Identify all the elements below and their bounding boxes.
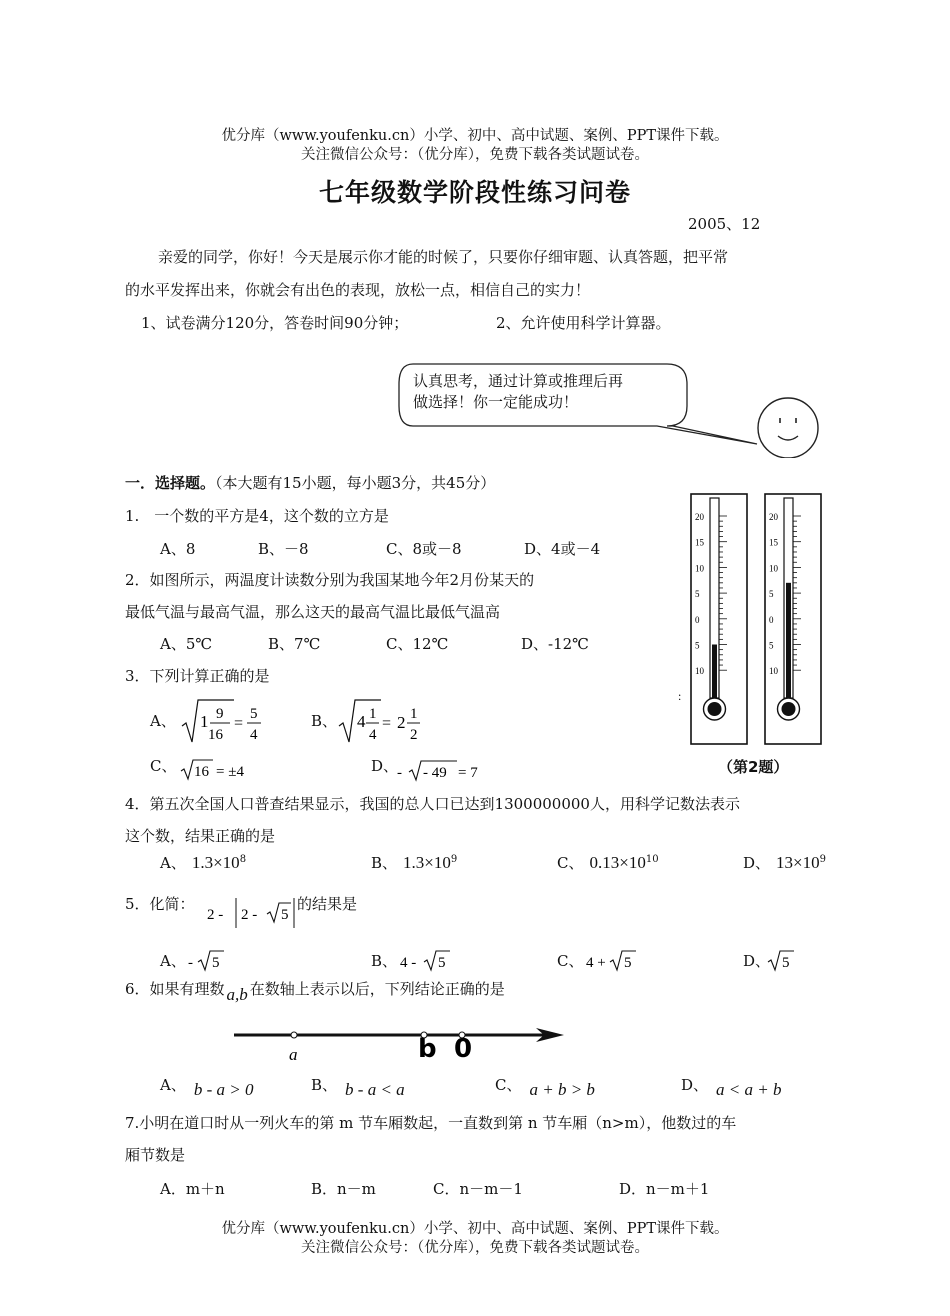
q3-d-res: = 7 xyxy=(458,765,478,781)
thermometer-low-tick-label: 10 xyxy=(695,563,704,574)
bubble-line-1: 认真思考，通过计算或推理后再 xyxy=(413,372,624,390)
section-1-header xyxy=(125,472,495,493)
thermometer-high-tick-label: 0 xyxy=(769,614,774,625)
q2-option-a[interactable]: A、5℃ xyxy=(160,635,213,653)
q6-option-b[interactable] xyxy=(311,1074,405,1099)
thermometer-low-tick-label: 5 xyxy=(695,589,700,600)
point-a-label: a xyxy=(289,1045,298,1064)
q4-option-d[interactable] xyxy=(743,852,826,873)
q3-b-rwhole: 2 xyxy=(397,713,406,732)
footer-line-1: 优分库（www.youfenku.cn）小学、初中、高中试题、案例、PPT课件下载。 xyxy=(221,1221,729,1237)
q3-a-num: 9 xyxy=(216,706,224,722)
q5-c-math xyxy=(584,947,644,973)
q3-option-b[interactable] xyxy=(311,710,337,731)
thermometer-high-tick-label: 10 xyxy=(769,563,778,574)
q3-b-rnum: 1 xyxy=(410,706,418,722)
header-line-2: 关注微信公众号：（优分库），免费下载各类试题试卷。 xyxy=(301,147,649,163)
q4-c-exp: 10 xyxy=(645,854,659,865)
q3-d-rad: - 49 xyxy=(423,765,447,781)
q3-c-rad: 16 xyxy=(194,764,209,780)
q3-d-pre: - xyxy=(397,765,402,781)
q2-option-d[interactable]: D、-12℃ xyxy=(521,635,589,653)
q4-b-exp: 9 xyxy=(450,854,458,865)
q5-d-rad: 5 xyxy=(782,955,790,971)
section-1-label: 一．选择题。 xyxy=(125,474,216,492)
q3-option-d[interactable] xyxy=(371,755,398,776)
figure-caption: （第2题） xyxy=(718,758,789,776)
page-title: 七年级数学阶段性练习问卷 xyxy=(318,178,631,207)
q6-stem-pre: 6．如果有理数 xyxy=(125,980,225,998)
q7-option-d[interactable]: D．n－m＋1 xyxy=(619,1180,710,1198)
q4-stem-line-2: 这个数，结果正确的是 xyxy=(125,827,276,845)
q7-option-c[interactable]: C．n－m－1 xyxy=(433,1180,523,1198)
thermometer-high xyxy=(765,494,821,744)
q3-a-math xyxy=(178,694,278,748)
q1-option-c[interactable]: C、8或－8 xyxy=(386,540,462,558)
q2-stem-line-1: 2．如图所示，两温度计读数分别为我国某地今年2月份某天的 xyxy=(125,571,535,589)
q1-option-b[interactable]: B、－8 xyxy=(258,540,309,558)
intro-line-2: 的水平发挥出来，你就会有出色的表现，放松一点，相信自己的实力！ xyxy=(125,281,591,299)
q6-c-label: C、 xyxy=(495,1076,522,1094)
thermometer-figure xyxy=(676,490,836,750)
q5-c-rad: 5 xyxy=(624,955,632,971)
section-1-note: （本大题有15小题，每小题3分，共45分） xyxy=(215,474,496,492)
svg-text::: : xyxy=(678,689,682,703)
number-line xyxy=(228,1018,573,1068)
q5-d-label: D、 xyxy=(743,952,771,970)
q5-b-math xyxy=(398,947,458,973)
q3-b-den: 4 xyxy=(369,727,377,743)
thermometer-low-tick-label: 20 xyxy=(695,512,704,522)
q6-a-expr: b - a > 0 xyxy=(193,1080,254,1099)
q4-d-label: D、 xyxy=(743,854,771,872)
q6-option-c[interactable] xyxy=(495,1074,595,1099)
q5-expr-rad: 5 xyxy=(281,907,289,923)
svg-text:=: = xyxy=(234,715,244,732)
bubble-line-2: 做选择！你一定能成功！ xyxy=(413,393,579,411)
q6-d-label: D、 xyxy=(681,1076,709,1094)
q4-option-c[interactable] xyxy=(557,852,659,873)
q5-c-label: C、 xyxy=(557,952,584,970)
q3-a-whole: 1 xyxy=(200,712,209,731)
thermometer-high-tick-label: 5 xyxy=(769,589,774,600)
q7-option-b[interactable]: B．n－m xyxy=(311,1180,376,1198)
q1-stem: 1. 一个数的平方是4，这个数的立方是 xyxy=(125,507,389,525)
q4-c-label: C、 xyxy=(557,854,584,872)
q4-a-exp: 8 xyxy=(239,854,247,865)
q3-a-label: A、 xyxy=(150,712,176,730)
q3-option-a[interactable] xyxy=(150,710,176,731)
header-line-1: 优分库（www.youfenku.cn）小学、初中、高中试题、案例、PPT课件下载。 xyxy=(221,128,729,144)
q3-d-label: D、 xyxy=(371,757,399,775)
q3-a-rden: 4 xyxy=(250,727,258,743)
q5-a-rad: 5 xyxy=(212,955,220,971)
q5-d-math xyxy=(766,947,802,973)
q6-stem xyxy=(125,978,505,1004)
thermometer-low-tick-label: 15 xyxy=(695,537,704,548)
q2-option-c[interactable]: C、12℃ xyxy=(386,635,449,653)
q5-a-pre: - xyxy=(188,955,193,971)
q4-a-label: A、 xyxy=(160,854,186,872)
q3-a-rnum: 5 xyxy=(250,706,258,722)
q3-b-math xyxy=(335,694,435,748)
svg-text:=: = xyxy=(382,715,392,732)
q1-option-d[interactable]: D、4或－4 xyxy=(524,540,601,558)
q5-a-math xyxy=(186,947,236,973)
q3-a-den: 16 xyxy=(208,727,223,743)
thermometer-high-tick-label: 15 xyxy=(769,537,778,548)
q3-option-c[interactable] xyxy=(150,755,176,776)
q6-b-expr: b - a < a xyxy=(345,1080,405,1099)
footer-line-2: 关注微信公众号：（优分库），免费下载各类试题试卷。 xyxy=(301,1240,649,1256)
q2-option-b[interactable]: B、7℃ xyxy=(268,635,321,653)
q5-expression xyxy=(205,894,297,932)
q6-a-label: A、 xyxy=(160,1076,186,1094)
q4-d-base: 13×10 xyxy=(776,853,820,872)
q1-option-a[interactable]: A、8 xyxy=(160,540,196,558)
q5-expr-inner: 2 - xyxy=(241,907,258,923)
q3-c-math xyxy=(178,756,278,782)
q4-stem-line-1: 4．第五次全国人口普查结果显示，我国的总人口已达到1300000000人，用科学记数法表示 xyxy=(125,795,740,813)
thermometer-low xyxy=(691,494,747,744)
q6-option-a[interactable] xyxy=(160,1074,254,1099)
point-zero-label: 0 xyxy=(454,1034,473,1064)
thermometer-high-mercury xyxy=(786,583,791,708)
q6-c-expr: a + b > b xyxy=(529,1080,595,1099)
q5-b-rad: 5 xyxy=(438,955,446,971)
q4-option-b[interactable] xyxy=(371,852,457,873)
q3-b-label: B、 xyxy=(311,712,338,730)
q4-d-exp: 9 xyxy=(819,854,826,865)
thermometer-low-tick-label: 10 xyxy=(695,666,704,677)
rule-1: 1、试卷满分120分，答卷时间90分钟； xyxy=(141,314,409,332)
q3-c-label: C、 xyxy=(150,757,177,775)
q6-option-d[interactable] xyxy=(681,1074,782,1099)
q4-b-base: 1.3×10 xyxy=(403,853,451,872)
q5-option-a[interactable] xyxy=(160,950,186,971)
q4-b-label: B、 xyxy=(371,854,398,872)
q7-stem-line-2: 厢节数是 xyxy=(125,1146,186,1164)
exam-date: 2005、12 xyxy=(688,215,761,233)
q5-option-b[interactable] xyxy=(371,950,397,971)
rule-2: 2、允许使用科学计算器。 xyxy=(496,314,671,332)
q5-expr-pre: 2 - xyxy=(207,907,224,923)
q4-option-a[interactable] xyxy=(160,852,246,873)
q5-b-label: B、 xyxy=(371,952,398,970)
thermometer-high-tick-label: 5 xyxy=(769,640,774,651)
q6-d-expr: a < a + b xyxy=(716,1080,782,1099)
q6-b-label: B、 xyxy=(311,1076,338,1094)
q5-a-label: A、 xyxy=(160,952,186,970)
q3-d-math xyxy=(395,757,505,783)
q3-b-whole: 4 xyxy=(357,712,366,731)
q7-option-a[interactable]: A．m＋n xyxy=(160,1180,225,1198)
q4-c-base: 0.13×10 xyxy=(589,853,646,872)
q2-stem-line-2: 最低气温与最高气温，那么这天的最高气温比最低气温高 xyxy=(125,603,501,621)
thermometer-low-tick-label: 5 xyxy=(695,640,700,651)
q3-b-rden: 2 xyxy=(410,727,418,743)
q3-c-res: = ±4 xyxy=(216,764,244,780)
intro-line-1: 亲爱的同学，你好！今天是展示你才能的时候了，只要你仔细审题、认真答题，把平常 xyxy=(158,248,729,266)
q5-stem-post: 的结果是 xyxy=(297,895,358,913)
thermometer-high-tick-label: 10 xyxy=(769,666,778,677)
thermometer-low-tick-label: 0 xyxy=(695,614,700,625)
q5-stem-pre: 5．化简： xyxy=(125,895,195,913)
thermometer-high-tick-label: 20 xyxy=(769,512,778,522)
q7-stem-line-1: 7.小明在道口时从一列火车的第 m 节车厢数起，一直数到第 n 节车厢（n>m），他数过的车 xyxy=(125,1114,737,1132)
q5-option-c[interactable] xyxy=(557,950,583,971)
q3-b-num: 1 xyxy=(369,706,377,722)
q6-vars: a,b xyxy=(226,985,248,1004)
q3-stem: 3．下列计算正确的是 xyxy=(125,667,270,685)
q5-b-pre: 4 - xyxy=(400,955,417,971)
point-b-label: b xyxy=(418,1034,437,1064)
smiley-face-icon xyxy=(758,398,818,458)
q4-a-base: 1.3×10 xyxy=(191,853,240,872)
q6-stem-post: 在数轴上表示以后，下列结论正确的是 xyxy=(249,980,505,998)
q5-c-pre: 4 + xyxy=(586,955,606,971)
